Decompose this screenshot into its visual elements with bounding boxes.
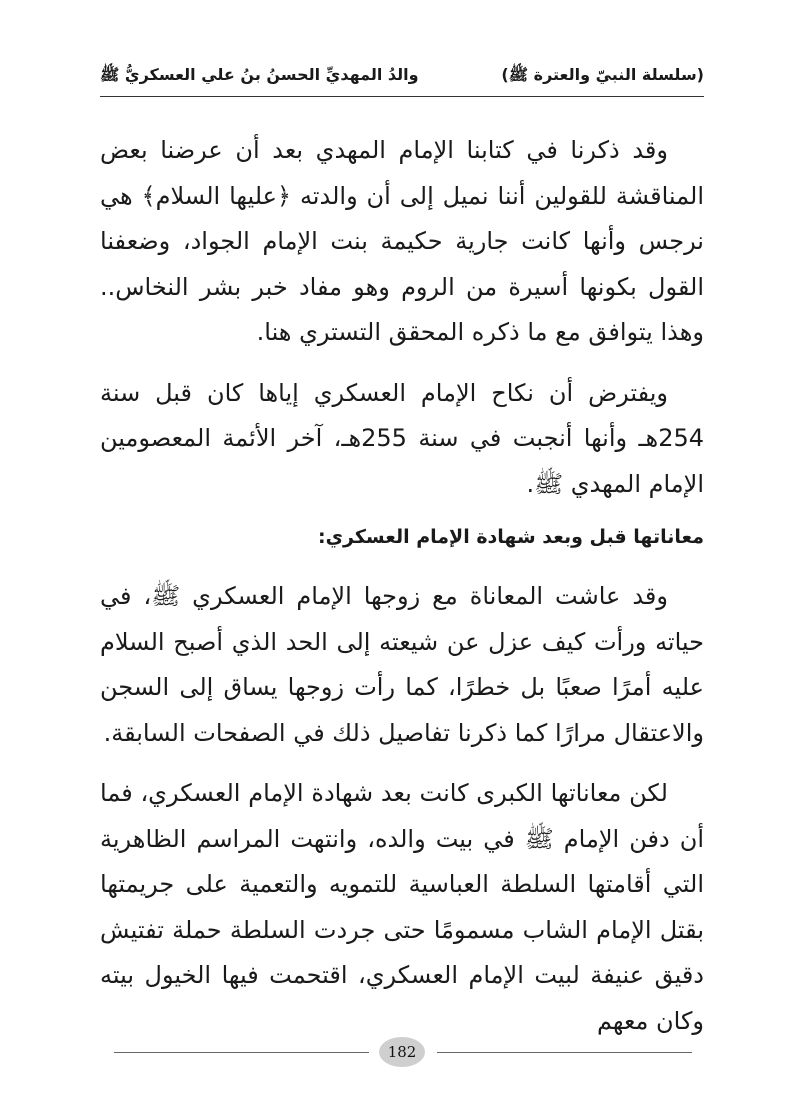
paragraph: لكن معاناتها الكبرى كانت بعد شهادة الإمام العسكري، فما أن دفن الإمام ﷺ في بيت والده، وانتهت المراسم الظاهرية التي أقامتها السلطة العباسية للتمويه والتعمية على جريمتها بقتل الإمام الشاب مسمومًا حتى جردت السلطة حملة تفتيش دقيق عنيفة لبيت الإمام العسكري، اقتحمت فيها الخيول بيته وكان معهم <box>100 779 704 1035</box>
paragraph: ويفترض أن نكاح الإمام العسكري إياها كان قبل سنة 254هـ وأنها أنجبت في سنة 255هـ، آخر الأئمة المعصومين الإمام المهدي ﷺ. <box>100 378 704 498</box>
chapter-title: والدُ المهديِّ الحسنُ بنُ علي العسكريُّ ﷺ <box>100 64 419 84</box>
running-head <box>100 56 704 96</box>
paragraph: وقد ذكرنا في كتابنا الإمام المهدي بعد أن عرضنا بعض المناقشة للقولين أننا نميل إلى أن والدته ﴿عليها السلام﴾ هي نرجس وأنها كانت جارية حكيمة بنت الإمام الجواد، وضعفنا القول بكونها أسيرة من الروم وهو مفاد خبر بشر النخاس.. وهذا يتوافق مع ما ذكره المحقق التستري هنا. <box>100 136 704 346</box>
header-rule <box>100 96 704 97</box>
page-number: 182 <box>379 1037 425 1067</box>
series-title: (سلسلة النبيّ والعترة ﷺ) <box>501 64 704 84</box>
section-heading: معاناتها قبل وبعد شهادة الإمام العسكري: <box>318 526 704 548</box>
page-footer <box>100 1004 704 1061</box>
body-text <box>100 128 704 1059</box>
footer-rule-left <box>114 1052 369 1053</box>
paragraph: وقد عاشت المعاناة مع زوجها الإمام العسكري ﷺ، في حياته ورأت كيف عزل عن شيعته إلى الحد الذي أصبح السلام عليه أمرًا صعبًا بل خطرًا، كما رأت زوجها يساق إلى السجن والاعتقال مرارًا كما ذكرنا تفاصيل ذلك في الصفحات السابقة. <box>100 582 704 747</box>
footer-rule-right <box>437 1052 692 1053</box>
